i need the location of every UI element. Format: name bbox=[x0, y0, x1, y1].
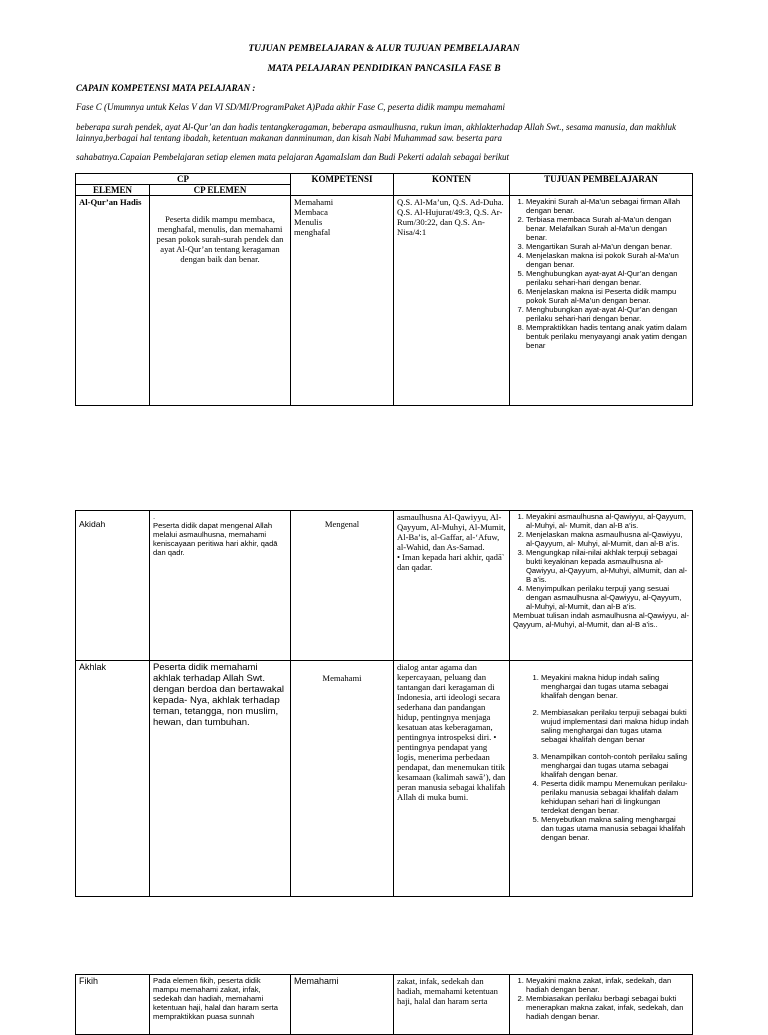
table-header-row bbox=[76, 174, 693, 185]
cp-text: Peserta didik dapat mengenal Allah melalui asmaulhusna, memahami keniscayaan peritiwa hari akhir, qadā dan qadr. bbox=[153, 521, 278, 557]
list-item: 2. Membiasakan perilaku terpuji sebagai bukti wujud implementasi dari makna hidup indah saling menghargai dan tugas utama sebagai khalifah dengan benar bbox=[541, 708, 689, 744]
capain-heading: CAPAIN KOMPETENSI MATA PELAJARAN : bbox=[76, 83, 256, 93]
list-item: 2. Membiasakan perilaku berbagi sebagai bukti menerapkan makna zakat, infak, sedekah, dan hadiah dengan benar. bbox=[526, 994, 689, 1021]
cp-cell bbox=[150, 511, 291, 661]
cp-cell: Pada elemen fikih, peserta didik mampu memahami zakat, infak, sedekah dan hadiah, memahami ketentuan haji, halal dan haram serta mempraktikkan puasa sunnah bbox=[150, 975, 291, 1035]
elemen-cell: Akidah bbox=[76, 511, 150, 661]
cp-marker: . bbox=[153, 512, 156, 521]
konten-cell bbox=[394, 511, 510, 661]
elemen-cell: Akhlak bbox=[76, 661, 150, 897]
list-item: 2. Menjelaskan makna asmaulhusna al-Qawiyyu, al-Qayyum, al- Muhyi, al-Mumit, dan al-B a’is. bbox=[526, 530, 689, 548]
list-item: 3. Mengungkap nilai-nilai akhlak terpuji sebagai bukti keyakinan kepada asmaulhusna al-Qawiyyu, al-Qayyum, al-Muhyi, alMumit, dan al-B a’is. bbox=[526, 548, 689, 584]
list-item: 4. Menyimpulkan perilaku terpuji yang sesuai dengan asmaulhusna al-Qawiyyu, al-Qayyum, al-Muhyi, al-Mumit, dan al-B a’is. bbox=[526, 584, 689, 611]
kompetensi-item: Membaca bbox=[294, 207, 328, 217]
tujuan-cell bbox=[510, 975, 693, 1035]
cp-table-1 bbox=[75, 173, 693, 406]
list-item: 4. Peserta didik mampu Menemukan perilaku-perilaku manusia sebagai khalifah dalam kehidupan sehari hari di lingkungan terdekat dengan benar. bbox=[541, 779, 689, 815]
header-kompetensi: KOMPETENSI bbox=[291, 174, 394, 196]
kompetensi-cell: Mengenal bbox=[291, 511, 394, 661]
tujuan-cell bbox=[510, 196, 693, 406]
tujuan-cell bbox=[510, 661, 693, 897]
kompetensi-cell: Memahami bbox=[291, 661, 394, 897]
header-cp: CP bbox=[76, 174, 291, 185]
cp-cell: Peserta didik memahami akhlak terhadap Allah Swt. dengan berdoa dan bertawakal kepada- Nya, akhlak terhadap teman, tetangga, non muslim, hewan, dan tumbuhan. bbox=[150, 661, 291, 897]
header-cp-elemen: CP ELEMEN bbox=[150, 185, 291, 196]
tujuan-extra: Membuat tulisan indah asmaulhusna al-Qawiyyu, al-Qayyum, al-Muhyi, al-Mumit, dan al-B a’is.. bbox=[513, 611, 690, 629]
header-elemen: ELEMEN bbox=[76, 185, 150, 196]
header-konten: KONTEN bbox=[394, 174, 510, 196]
table-row bbox=[76, 196, 693, 406]
list-item: 4. Menjelaskan makna isi pokok Surah al-Ma’un dengan benar. bbox=[526, 251, 689, 269]
kompetensi-cell: Memahami bbox=[291, 975, 394, 1035]
kompetensi-cell bbox=[291, 196, 394, 406]
table-row bbox=[76, 975, 693, 1035]
kompetensi-item: Memahami bbox=[294, 197, 334, 207]
list-item: 8. Mempraktikkan hadis tentang anak yatim dalam bentuk perilaku menyayangi anak yatim dengan benar bbox=[526, 323, 689, 350]
konten-bullet: • Iman kepada hari akhir, qadā` dan qadar. bbox=[397, 552, 505, 572]
konten-cell: dialog antar agama dan kepercayaan, peluang dan tantangan dari keragaman di Indonesia, arti ideologi secara sederhana dan pandangan hidup, pentingnya menjaga kesatuan atas keberagaman, pentingnya introspeksi diri. • pentingnya pendapat yang logis, menerima perbedaan pendapat, dan menemukan titik kesamaan (kalimah sawā’), dan peran manusia sebagai khalifah Allah di muka bumi. bbox=[394, 661, 510, 897]
list-item: 5. Menyebutkan makna saling menghargai dan tugas utama manusia sebagai khalifah dengan benar. bbox=[541, 815, 689, 842]
elemen-cell: Fikih bbox=[76, 975, 150, 1035]
table-row bbox=[76, 511, 693, 661]
list-item: 1. Meyakini asmaulhusna al-Qawiyyu, al-Qayyum, al-Muhyi, al- Mumit, dan al-B a’is. bbox=[526, 512, 689, 530]
list-item: 2. Terbiasa membaca Surah al-Ma’un dengan benar. Melafalkan Surah al-Ma’un dengan benar. bbox=[526, 215, 689, 242]
list-item: 3. Menampilkan contoh-contoh perilaku saling menghargai dan tugas utama sebagai khalifah dengan benar. bbox=[541, 752, 689, 779]
header-tujuan: TUJUAN PEMBELAJARAN bbox=[510, 174, 693, 196]
doc-title: TUJUAN PEMBELAJARAN & ALUR TUJUAN PEMBELAJARAN bbox=[248, 44, 520, 54]
paragraph-2: beberapa surah pendek, ayat Al-Qur’an dan hadis tentangkeragaman, beberapa asmaulhusna, rukun iman, akhlakterhadap Allah Swt., sesama manusia, dan makhluk lainnya,berbagai hal tentang ibadah, ketentuan makanan danminuman, dan kisah Nabi Muhammad saw. beserta para bbox=[76, 122, 677, 143]
paragraph-3: sahabatnya.Capaian Pembelajaran setiap elemen mata pelajaran AgamaIslam dan Budi Pekerti adalah sebagai berikut bbox=[76, 152, 510, 162]
list-item: 1. Meyakini makna zakat, infak, sedekah, dan hadiah dengan benar. bbox=[526, 976, 689, 994]
konten-cell: Q.S. Al-Ma’un, Q.S. Ad-Duha. Q.S. Al-Hujurat/49:3, Q.S. Ar-Rum/30:22, dan Q.S. An-Nisa/4:1 bbox=[394, 196, 510, 406]
kompetensi-item: Menulis bbox=[294, 217, 323, 227]
paragraph-1: Fase C (Umumnya untuk Kelas V dan VI SD/MI/ProgramPaket A)Pada akhir Fase C, peserta didik mampu memahami bbox=[76, 102, 506, 112]
tujuan-cell bbox=[510, 511, 693, 661]
list-item: 5. Menghubungkan ayat-ayat Al-Qur’an dengan perilaku sehari-hari dengan benar. bbox=[526, 269, 689, 287]
cp-table-2 bbox=[75, 510, 693, 897]
cp-table-3 bbox=[75, 974, 693, 1035]
list-item: 6. Menjelaskan makna isi Peserta didik mampu pokok Surah al-Ma’un dengan benar. bbox=[526, 287, 689, 305]
doc-subtitle: MATA PELAJARAN PENDIDIKAN PANCASILA FASE B bbox=[267, 64, 501, 74]
list-item: 1. Meyakini Surah al-Ma’un sebagai firman Allah dengan benar. bbox=[526, 197, 689, 215]
cp-cell: Peserta didik mampu membaca, menghafal, menulis, dan memahami pesan pokok surah-surah pendek dan ayat Al-Qur’an tentang keragaman dengan baik dan benar. bbox=[150, 196, 291, 406]
list-item: 3. Mengartikan Surah al-Ma’un dengan benar. bbox=[526, 242, 689, 251]
list-item: 1. Meyakini makna hidup indah saling menghargai dan tugas utama sebagai khalifah dengan benar. bbox=[541, 673, 689, 700]
konten-text: asmaulhusna Al-Qawiyyu, Al-Qayyum, Al-Muhyi, Al-Mumit, Al-Ba’is, al-Gaffar, al-‘Afuw, al-Wahid, dan As-Samad. bbox=[397, 512, 506, 552]
elemen-cell: Al-Qur’an Hadis bbox=[76, 196, 150, 406]
table-row bbox=[76, 661, 693, 897]
kompetensi-item: menghafal bbox=[294, 227, 331, 237]
list-item: 7. Menghubungkan ayat-ayat Al-Qur’an dengan perilaku sehari-hari dengan benar. bbox=[526, 305, 689, 323]
konten-cell: zakat, infak, sedekah dan hadiah, memahami ketentuan haji, halal dan haram serta bbox=[394, 975, 510, 1035]
